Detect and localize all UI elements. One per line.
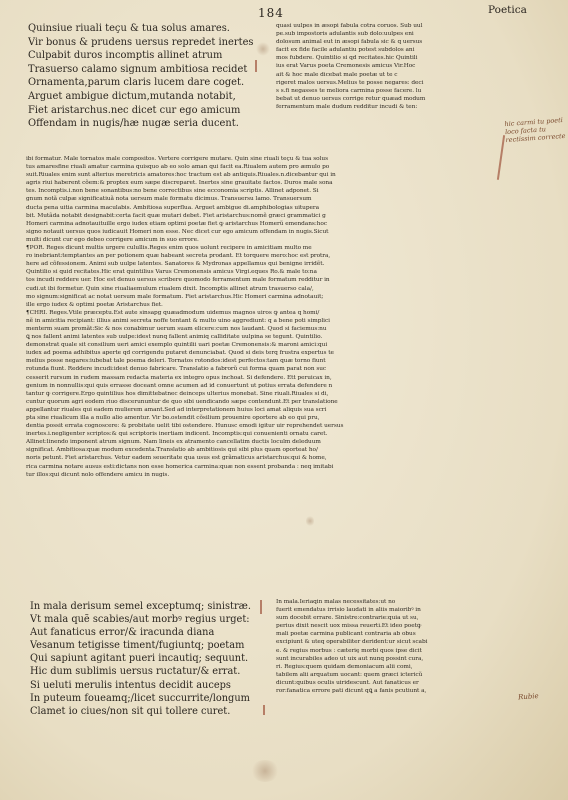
- verse-line: Qui sapiunt agitant pueri incautiq; sequunt.: [30, 653, 249, 665]
- commentary-line: nẽ in amicitia recipiant: illius animi secreta noffe tentant & multo uino aggrediunt: q a bene poti simplici: [26, 317, 330, 324]
- verse-line: Vesanum tetigisse timent/fugiuntq; poetam: [30, 640, 245, 652]
- commentary-line: ferramentum male dudum redditur incudi & ten:: [276, 103, 418, 110]
- verse-line: In mala derisum semel exceptumq; sinistræ.: [30, 601, 251, 612]
- paper-stain: [250, 760, 280, 782]
- commentary-line: ro inebriant:temptantes an per potionem quæ habeant secreta prodant. Et torquere mero:hoc est protra,: [26, 253, 331, 260]
- verse-line: Aut fanaticus error/& iracunda diana: [30, 627, 215, 639]
- commentary-line: facit ex fide facile adulantiu potest subdolos ani: [276, 47, 415, 54]
- commentary-line: mo signum:significat ac notat uersum male formatum. Fiet aristarchus.Hic Homeri carmina adnotauit;: [26, 293, 324, 300]
- commentary-line: cudi.ut ibi formetur. Quin sine riualiaemulum riualem dixit. Incomptis allinet atrum trasuerso cala/,: [26, 285, 314, 292]
- commentary-line: e. & regius morbus : cæterię morbi quos ipse dicit: [276, 647, 422, 654]
- commentary-line: cuntur quorum agri eodem riuo discerununtur de quo sibi uendicando sæpe contendunt.Et per translatione: [26, 398, 338, 405]
- commentary-line: sum docebit errare. Sinistre:contrarie:quia ut su,: [276, 615, 419, 622]
- verse-bottom: [30, 600, 270, 718]
- commentary-line: bit. Mutãda notabit designabit:certa facit quæ mutari debet. Fiet aristarchus:nomẽ græci grammatici g: [26, 212, 326, 219]
- commentary-line: appellantur riuales qui eadem mulierem amant.Sed ad interpretationem huius loci amat aliquis sua scri: [26, 406, 327, 413]
- verse-line: Quinsiue riuali teçu & tua solus amares.: [28, 23, 230, 34]
- commentary-line: gnum notã culpæ significatiuã nota uersum male formatu dicimus. Transuersu lamo. Transuersum: [26, 196, 312, 203]
- verse-line: Clamet io ciues/non sit qui tollere curet.: [30, 705, 231, 717]
- commentary-line: dentia possit errata cognoscere: & probitate uelit tibi ostendere. Hunusc emodi igitur uir reprehendet uersus: [26, 423, 344, 430]
- commentary-line: ¶CHRI. Reges.Vtile præceptu.Est aute sinsapg quæadmodum uidemus magnos uiros ꝙ antea q homi/: [26, 309, 320, 316]
- commentary-line: tur illos:qui dicunt nolo offendere amicu in nugis.: [26, 471, 170, 478]
- commentary-line: In mala.Ieriaqin malas necessitates:ut no: [276, 599, 396, 605]
- verse-line: Arguet ambigue dictum,mutanda notabit,: [28, 90, 236, 102]
- commentary-line: bebat ut denuo uersus corrige retur quæad modum: [276, 95, 426, 102]
- commentary-line: significat. Ambitiosa:quæ modum excedenta.Translatio ab ambitiosis qui sibi plus quam oporteat ho/: [26, 447, 318, 454]
- commentary-line: ri. Regius:quem quidam demoniacum alii comi,: [276, 663, 413, 670]
- commentary-line: tos incudi reddere uer. Hoc est denuo uersus scribere quomodo ferramentum male formatum redditur in: [26, 277, 330, 284]
- paper-stain: [256, 42, 270, 56]
- verse-line: Culpabit duros incomptis allinet atrum: [28, 50, 223, 62]
- commentary-line: ille ergo iudex & optimi poetæ Aristarchus fiet.: [26, 301, 163, 308]
- commentary-line: demonstrat quale sit consilium ueri amici exemplo quintilii uari poetæ Cremonensis:& maroni amici:qui: [26, 342, 328, 349]
- verse-line: In puteum foueamq;/licet succurrite/longum: [30, 692, 250, 704]
- commentary-line: tantur ꝙ corrigere.Ergo quintilius hos dimittebatnec deinceps ulterius monebat. Sine riuali.Riuales si di,: [26, 390, 329, 397]
- marginal-note-bottom: Rubie: [517, 691, 539, 702]
- commentary-line: fuerit emendatus irrisio laudati in aliis maioribꝰ in: [276, 607, 421, 614]
- paper-stain: [306, 515, 314, 527]
- folio-number: 184: [258, 6, 284, 20]
- commentary-line: cesserit rursum in rudem massam redacta materia ex integro opus inchoat. Si defendere. Ett peruicax in,: [26, 374, 332, 381]
- commentary-line: melius posse negares:iubebat tale poema deleri. Tornatos rotondos:idest perfectos:tam quæ torno fiunt: [26, 358, 326, 365]
- commentary-line: tabilem alii arquatum uocant: quem græci ictericũ: [276, 671, 423, 678]
- verse-line: Vt mala quẽ scabies/aut morbꝰ regius urget:: [30, 614, 250, 626]
- verse-top: [28, 22, 272, 131]
- commentary-line: Allinet:linendo imponent atrum signum. Nam lineis ex atramento cancellatim ductis loculm deleduum: [26, 439, 321, 446]
- commentary-line: dolosum animal eut in æsopi fabula sic & q uersus: [276, 39, 423, 46]
- commentary-line: menterm suam promãt:Sic & nos conabimur uerum suam elicere:cum nos laudant. Quod si faciemus:nu: [26, 325, 327, 332]
- commentary-line: genium in nonnullis:qui quis errasse doceant omne acumen ad id conuertunt ut potius errata defendere n: [26, 382, 333, 389]
- commentary-line: ius erat Varus poeta Cremonesis amicus Vir.Hoc: [276, 63, 416, 70]
- commentary-line: noris petunt. Fiet aristarchus. Vetur eadem seueritate qua usus est grãmaticus aristarchus:qui & home,: [26, 455, 327, 462]
- ink-bracket-mark: [255, 60, 257, 72]
- verse-line: Offendam in nugis/hæ nugæ seria ducent.: [28, 118, 239, 130]
- ink-bracket-mark: [260, 600, 262, 614]
- commentary-line: rica carmina notare ausus esti:dictans non esse homerica carmina:quæ non essent probanda : neq imitabi: [26, 463, 334, 470]
- verse-line: Trasuerso calamo signum ambitiosa recidet: [28, 63, 248, 75]
- commentary-line: pta sine riualicum illa a nullo alio amentur. Vir bo.ostendit cõsilium prouenire oportere ab eo qui pru,: [26, 415, 320, 421]
- verse-line: Ornamenta,parum claris lucem dare coget.: [28, 77, 245, 89]
- commentary-line: Quintilio si quid recitates.Hic erat quintilius Varus Cremonensis amicus Virgi.eques Ro.& male to:na: [26, 269, 317, 276]
- commentary-right-top: [276, 22, 504, 111]
- commentary-line: rotunda fiunt. Reddere incudi:idest denuo fabricare. Translatio a fabrorũ cui forma quam parat non suc: [26, 366, 327, 373]
- commentary-line: multi dicunt cur ego debeo corrigere amicum in suo errore.: [26, 236, 199, 243]
- commentary-line: here ad cõfessionem. Animi sub uulpe latentes. Sanatores & Mydronas appellamus qui benigne irridẽt.: [26, 261, 325, 268]
- commentary-line: ¶POR. Reges dicunt multis urgere culullis.Reges enim quos uolunt recipere in amicitiam multo me: [26, 245, 312, 252]
- commentary-line: ror:fanatica errore pati dicunt qꝗ a fanis pcutiunt a,: [276, 688, 427, 695]
- commentary-line: ꝗ nos fallent animi latentes sub uulpe:idest nunq fallent animiq calliditate uulpina se tegunt. Quintilio.: [26, 334, 323, 341]
- commentary-line: ait & hoc male dicebat male poetæ ut te c: [276, 71, 398, 78]
- commentary-line: signo notauit uersus quos iudicauit Homeri non esse. Nec dicet cur ego amicum offendam in nugis.Sicut: [26, 228, 329, 235]
- verse-line: Hic dum sublimis uersus ructatur/& errat.: [30, 666, 241, 678]
- verse-line: Vir bonus & prudens uersus repredet inertes: [28, 36, 254, 48]
- commentary-line: mali poetæ carmina publicant contraria ab obus: [276, 631, 416, 638]
- commentary-line: s s.fi negasses te meliora carmina posse facere. lu: [276, 87, 422, 94]
- commentary-line: pe.sub impostoris adulantis sub dolo:uulpes eni: [276, 31, 414, 38]
- commentary-line: agris riui haberent cõem:& proptex eum sæpe discreparet. Inertes sine grauitate factos. Duros male sona: [26, 180, 333, 187]
- commentary-line: mos fubdere. Quintilio si qd recitates.hic Quintili: [276, 55, 418, 62]
- commentary-line: dicunt:quibus oculis uiridescunt. Aut fanaticus er: [276, 679, 419, 686]
- commentary-line: ducta pena uitia carmina maculabis. Ambitiosa superflua. Arguet ambigue di.amphibologias uitupera: [26, 204, 320, 211]
- commentary-line: excipiunt & uteq operabiliter derident:ur sicut scabi: [276, 639, 428, 646]
- commentary-line: perius dixit nescit uox missa reuerti.Et ideo poetꝙ: [276, 623, 422, 630]
- commentary-line: rigeret malos uersus.Melius te posse negares: deci: [276, 79, 424, 86]
- verse-line: Si ueluti merulis intentus decidit auceps: [30, 679, 231, 691]
- commentary-right-bottom: [276, 598, 504, 695]
- commentary-line: ibi formatur. Male tornatos male compositos. Vertere corrigere mutare. Quin sine riuali teçu & tua solus: [26, 156, 329, 162]
- marginal-note-top: hic carmi tu poeti loco facta tu rectissim correcte: [504, 116, 566, 145]
- commentary-line: suit.Riuales enim sunt alterius meretricis amatores:hoc tractum est ab antiquis.Riuales.n.dicebantur qui in: [26, 172, 336, 179]
- commentary-wide: [26, 155, 504, 479]
- commentary-line: Homeri carmina adnotauituille ergo iudex etiam optimi poetæ fiet ꝙ aristarchus Homerũ emendans:hoc: [26, 220, 328, 227]
- commentary-line: sunt incurabiles adeo ut uix aut nunq possint cura,: [276, 655, 424, 662]
- commentary-line: iudex ad poema adhibitus aperte qd corrigendu putaret denunciabat. Quod si deis terq frustra expertus te: [26, 350, 334, 357]
- commentary-line: tus amaresfine riuali amatur carmina quisquo ab eo solo aman qui facit ea.Riualem autem pro æmulo po: [26, 164, 330, 171]
- commentary-line: tes. Incomptis.i.non bene sonantibus:no bene correctibus sine ecconomia scriptis. Allinet adponet. Si: [26, 188, 319, 195]
- commentary-line: inertes.i.negligenter scriptos:& qui scriptoris inertiam indicent. Incomptis:qui conuenienti ornatu caret.: [26, 431, 328, 438]
- running-head: Poetica: [488, 4, 527, 16]
- verse-line: Fiet aristarchus.nec dicet cur ego amicum: [28, 104, 241, 116]
- ink-bracket-mark: [263, 705, 265, 715]
- commentary-line: quasi uulpes in æsopi fabula cotra coruos. Sub uul: [276, 23, 423, 29]
